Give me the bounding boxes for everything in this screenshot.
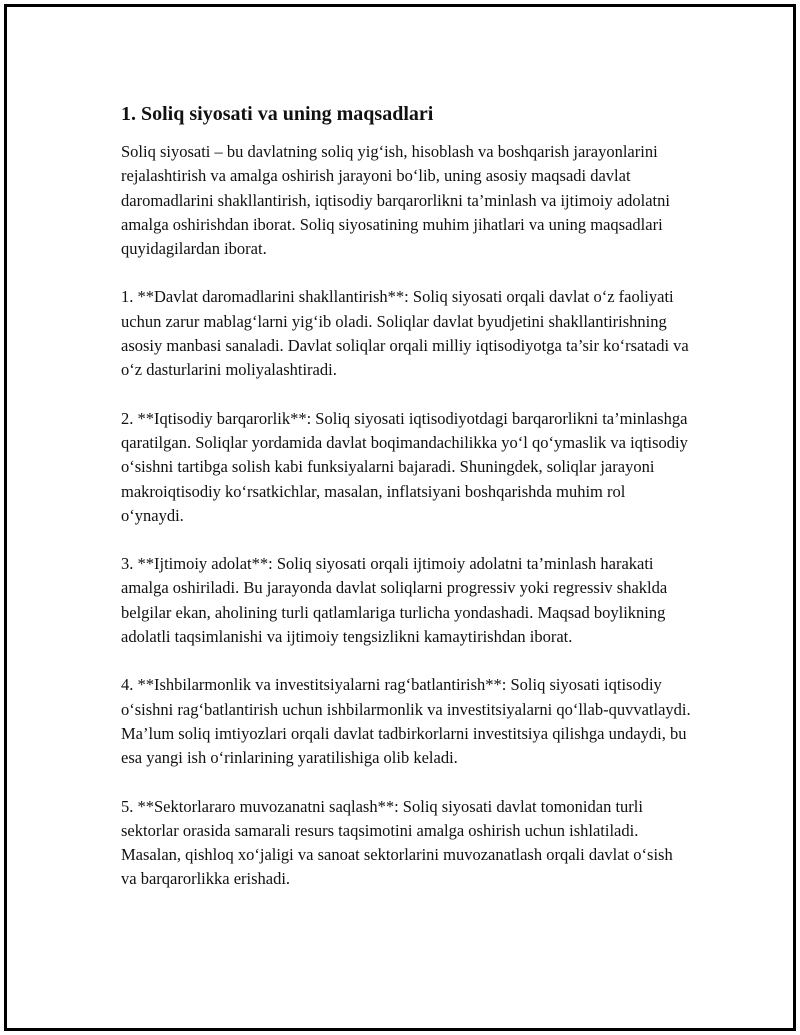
paragraph-state-revenue: 1. **Davlat daromadlarini shakllantirish**: Soliq siyosati orqali davlat o‘z faoliyati uchun zarur mablag‘larni yig‘ib oladi. Soliqlar davlat byudjetini shakllantirishning asosiy manbasi sanaladi. Davlat soliqlar orqali milliy iqtisodiyotga ta’sir ko‘rsatadi va o‘z dasturlarini moliyalashtiradi.: [121, 287, 689, 380]
document-body: [121, 99, 691, 916]
paragraph-sector-balance: 5. **Sektorlararo muvozanatni saqlash**: Soliq siyosati davlat tomonidan turli sektorlar orasida samarali resurs taqsimotini amalga oshirish uchun ishlatiladi. Masalan, qishloq xo‘jaligi va sanoat sektorlarini muvozanatlash orqali davlat o‘sish va barqarorlikka erishadi.: [121, 796, 673, 889]
paragraph-business-investment: 4. **Ishbilarmonlik va investitsiyalarni rag‘batlantirish**: Soliq siyosati iqtisodiy o‘sishni rag‘batlantirish uchun ishbilarmonlik va investitsiyalarni qo‘llab-quvvatlaydi. Ma’lum soliq imtiyozlari orqali davlat tadbirkorlarni investitsiya qilishga undaydi, bu esa yangi ish o‘rinlarining yaratilishiga olib keladi.: [121, 675, 691, 768]
intro-paragraph: Soliq siyosati – bu davlatning soliq yig‘ish, hisoblash va boshqarish jarayonlarini rejalashtirish va amalga oshirish jarayoni bo‘lib, uning asosiy maqsadi davlat daromadlarini shakllantirish, iqtisodiy barqarorlikni ta’minlash va ijtimoiy adolatni amalga oshirishdan iborat. Soliq siyosatining muhim jihatlari va uning maqsadlari quyidagilardan iborat.: [121, 142, 670, 259]
page-frame: [4, 4, 796, 1031]
paragraph-economic-stability: 2. **Iqtisodiy barqarorlik**: Soliq siyosati iqtisodiyotdagi barqarorlikni ta’minlashga qaratilgan. Soliqlar yordamida davlat boqimandachilikka yo‘l qo‘ymaslik va iqtisodiy o‘sishni tartibga solish kabi funksiyalarni bajaradi. Shuningdek, soliqlar jarayoni makroiqtisodiy ko‘rsatkichlar, masalan, inflatsiyani boshqarishda muhim rol o‘ynaydi.: [121, 408, 688, 525]
paragraph-social-justice: 3. **Ijtimoiy adolat**: Soliq siyosati orqali ijtimoiy adolatni ta’minlash harakati amalga oshiriladi. Bu jarayonda davlat soliqlarni progressiv yoki regressiv shaklda belgilar ekan, aholining turli qatlamlariga turlicha yondashadi. Maqsad boylikning adolatli taqsimlanishi va ijtimoiy tengsizlikni kamaytirishdan iborat.: [121, 554, 668, 647]
document-title: 1. Soliq siyosati va uning maqsadlari: [121, 103, 434, 125]
